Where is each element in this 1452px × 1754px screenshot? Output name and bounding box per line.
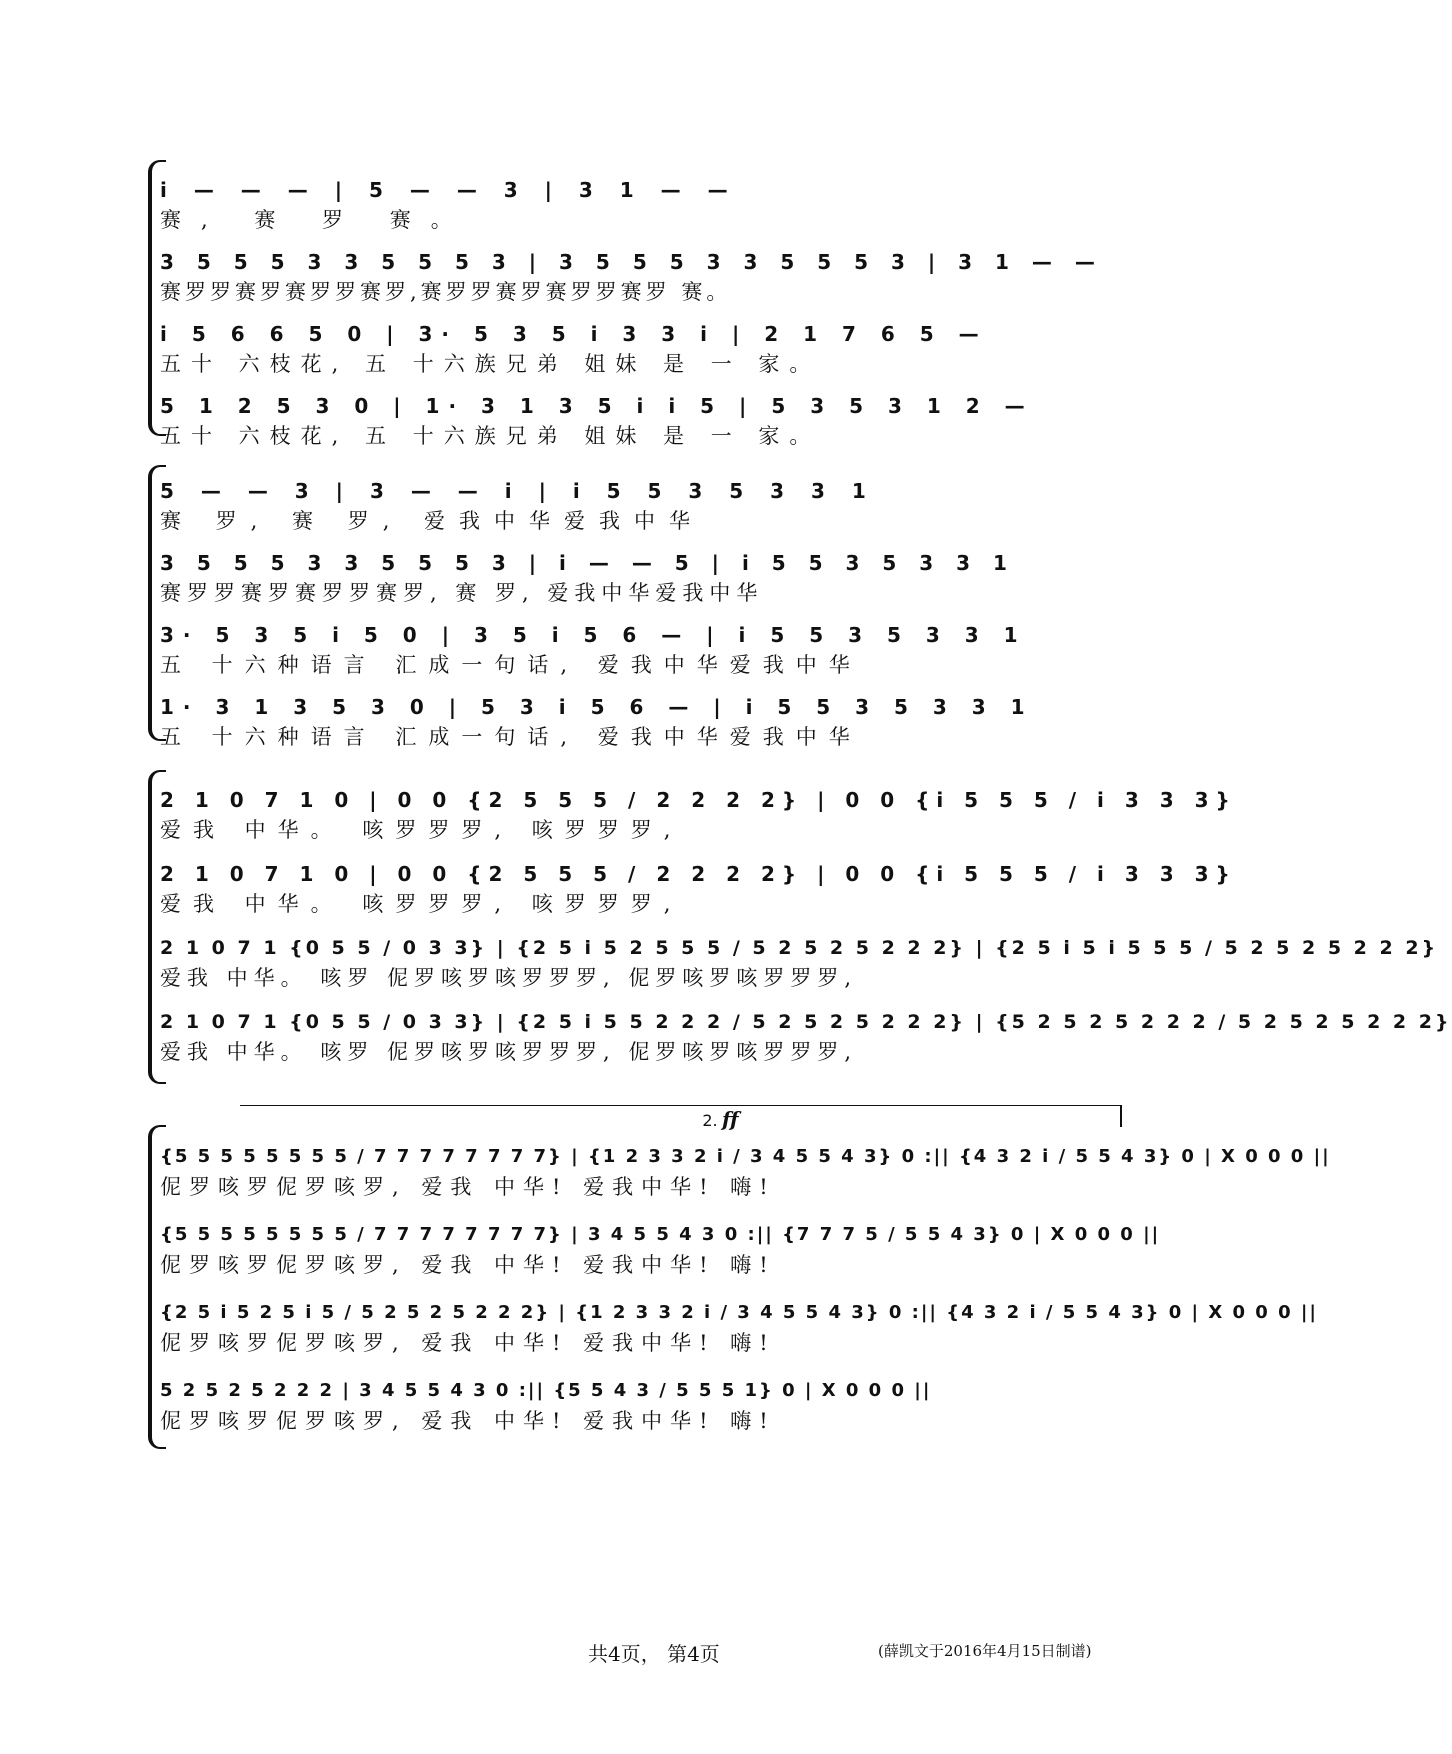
lyric-text: 爱我 中华。 咳罗 伲罗咳罗咳罗罗罗, 伲罗咳罗咳罗罗罗, (160, 966, 858, 990)
lyric-text: 爱我 中华。 咳罗罗罗, 咳罗罗罗, (160, 892, 683, 916)
notes-text: 5 — — 3 | 3 — — i | i 5 5 3 5 3 3 1 (160, 479, 876, 503)
lyric-text: 五十 六枝花, 五 十六族兄弟 姐妹 是 一 家。 (160, 352, 821, 376)
volta-label: 2. (702, 1111, 718, 1130)
lyric-text: 赛罗罗赛罗赛罗罗赛罗,赛罗罗赛罗赛罗罗赛罗 赛。 (160, 280, 732, 304)
credit-note: (薛凯文于2016年4月15日制谱) (878, 1642, 1092, 1660)
notes-text: {2 5 i 5 2 5 i 5 / 5 2 5 2 5 2 2 2} | {1 2 3 3 2 i / 3 4 5 5 4 3} 0 :|| {4 3 2 i / 5 5 4 3} 0 | X 0 0 0 || (160, 1302, 1319, 1323)
notes-text: 2 1 0 7 1 {0 5 5 / 0 3 3} | {2 5 i 5 5 2 2 2 / 5 2 5 2 5 2 2 2} | {5 2 5 2 5 2 2 2 / 5 2 5 2 5 2 2 2} (160, 1011, 1452, 1033)
notes-text: 2 1 0 7 1 {0 5 5 / 0 3 3} | {2 5 i 5 2 5 5 5 / 5 2 5 2 5 2 2 2} | {2 5 i 5 i 5 5 5 / 5 2 5 2 5 2 2 2} (160, 937, 1439, 959)
notes-text: 2 1 0 7 1 0 | 0 0 {2 5 5 5 / 2 2 2 2} | 0 0 {i 5 5 5 / i 3 3 3} (160, 788, 1237, 812)
notes-text: 5 1 2 5 3 0 | 1· 3 1 3 5 i i 5 | 5 3 5 3 1 2 — (160, 394, 1034, 418)
volta-end-mark (1120, 1105, 1122, 1127)
lyric-text: 爱我 中华。 咳罗 伲罗咳罗咳罗罗罗, 伲罗咳罗咳罗罗罗, (160, 1040, 858, 1064)
notes-text: {5 5 5 5 5 5 5 5 / 7 7 7 7 7 7 7 7} | 3 4 5 5 4 3 0 :|| {7 7 7 5 / 5 5 4 3} 0 | X 0 0 0 || (160, 1224, 1161, 1245)
notes-text: 3· 5 3 5 i 5 0 | 3 5 i 5 6 — | i 5 5 3 5 3 3 1 (160, 623, 1027, 647)
lyric-text: 五 十六种语言 汇成一句话, 爱我中华爱我中华 (160, 653, 862, 677)
lyric-text: 伲罗咳罗伲罗咳罗, 爱我 中华! 爱我中华! 嗨! (160, 1253, 776, 1277)
notes-text: i — — — | 5 — — 3 | 3 1 — — (160, 178, 738, 202)
lyric-text: 赛 罗, 赛 罗, 爱我中华爱我中华 (160, 509, 705, 533)
notes-text: {5 5 5 5 5 5 5 5 / 7 7 7 7 7 7 7 7} | {1 2 3 3 2 i / 3 4 5 5 4 3} 0 :|| {4 3 2 i / 5 5 4 3} 0 | X 0 0 0 || (160, 1146, 1331, 1167)
lyric-text: 伲罗咳罗伲罗咳罗, 爱我 中华! 爱我中华! 嗨! (160, 1175, 776, 1199)
lyric-text: 五十 六枝花, 五 十六族兄弟 姐妹 是 一 家。 (160, 424, 821, 448)
notes-text: 3 5 5 5 3 3 5 5 5 3 | 3 5 5 5 3 3 5 5 5 3 | 3 1 — — (160, 250, 1103, 274)
lyric-text: 伲罗咳罗伲罗咳罗, 爱我 中华! 爱我中华! 嗨! (160, 1409, 776, 1433)
notes-text: 5 2 5 2 5 2 2 2 | 3 4 5 5 4 3 0 :|| {5 5 4 3 / 5 5 5 1} 0 | X 0 0 0 || (160, 1380, 932, 1401)
notes-text: i 5 6 6 5 0 | 3· 5 3 5 i 3 3 i | 2 1 7 6 5 — (160, 322, 988, 346)
lyric-text: 爱我 中华。 咳罗罗罗, 咳罗罗罗, (160, 818, 683, 842)
lyric-text: 伲罗咳罗伲罗咳罗, 爱我 中华! 爱我中华! 嗨! (160, 1331, 776, 1355)
lyric-text: 五 十六种语言 汇成一句话, 爱我中华爱我中华 (160, 725, 862, 749)
volta-line (240, 1105, 1120, 1106)
lyric-text: 赛罗罗赛罗赛罗罗赛罗, 赛 罗, 爱我中华爱我中华 (160, 581, 764, 605)
notes-text: 1· 3 1 3 5 3 0 | 5 3 i 5 6 — | i 5 5 3 5 3 3 1 (160, 695, 1034, 719)
lyric-text: 赛, 赛 罗 赛。 (160, 208, 472, 232)
dynamic-marking: ff (722, 1107, 739, 1131)
page-number: 共4页， 第4页 (588, 1642, 720, 1666)
notes-text: 2 1 0 7 1 0 | 0 0 {2 5 5 5 / 2 2 2 2} | 0 0 {i 5 5 5 / i 3 3 3} (160, 862, 1237, 886)
notes-text: 3 5 5 5 3 3 5 5 5 3 | i — — 5 | i 5 5 3 5 3 3 1 (160, 551, 1015, 575)
